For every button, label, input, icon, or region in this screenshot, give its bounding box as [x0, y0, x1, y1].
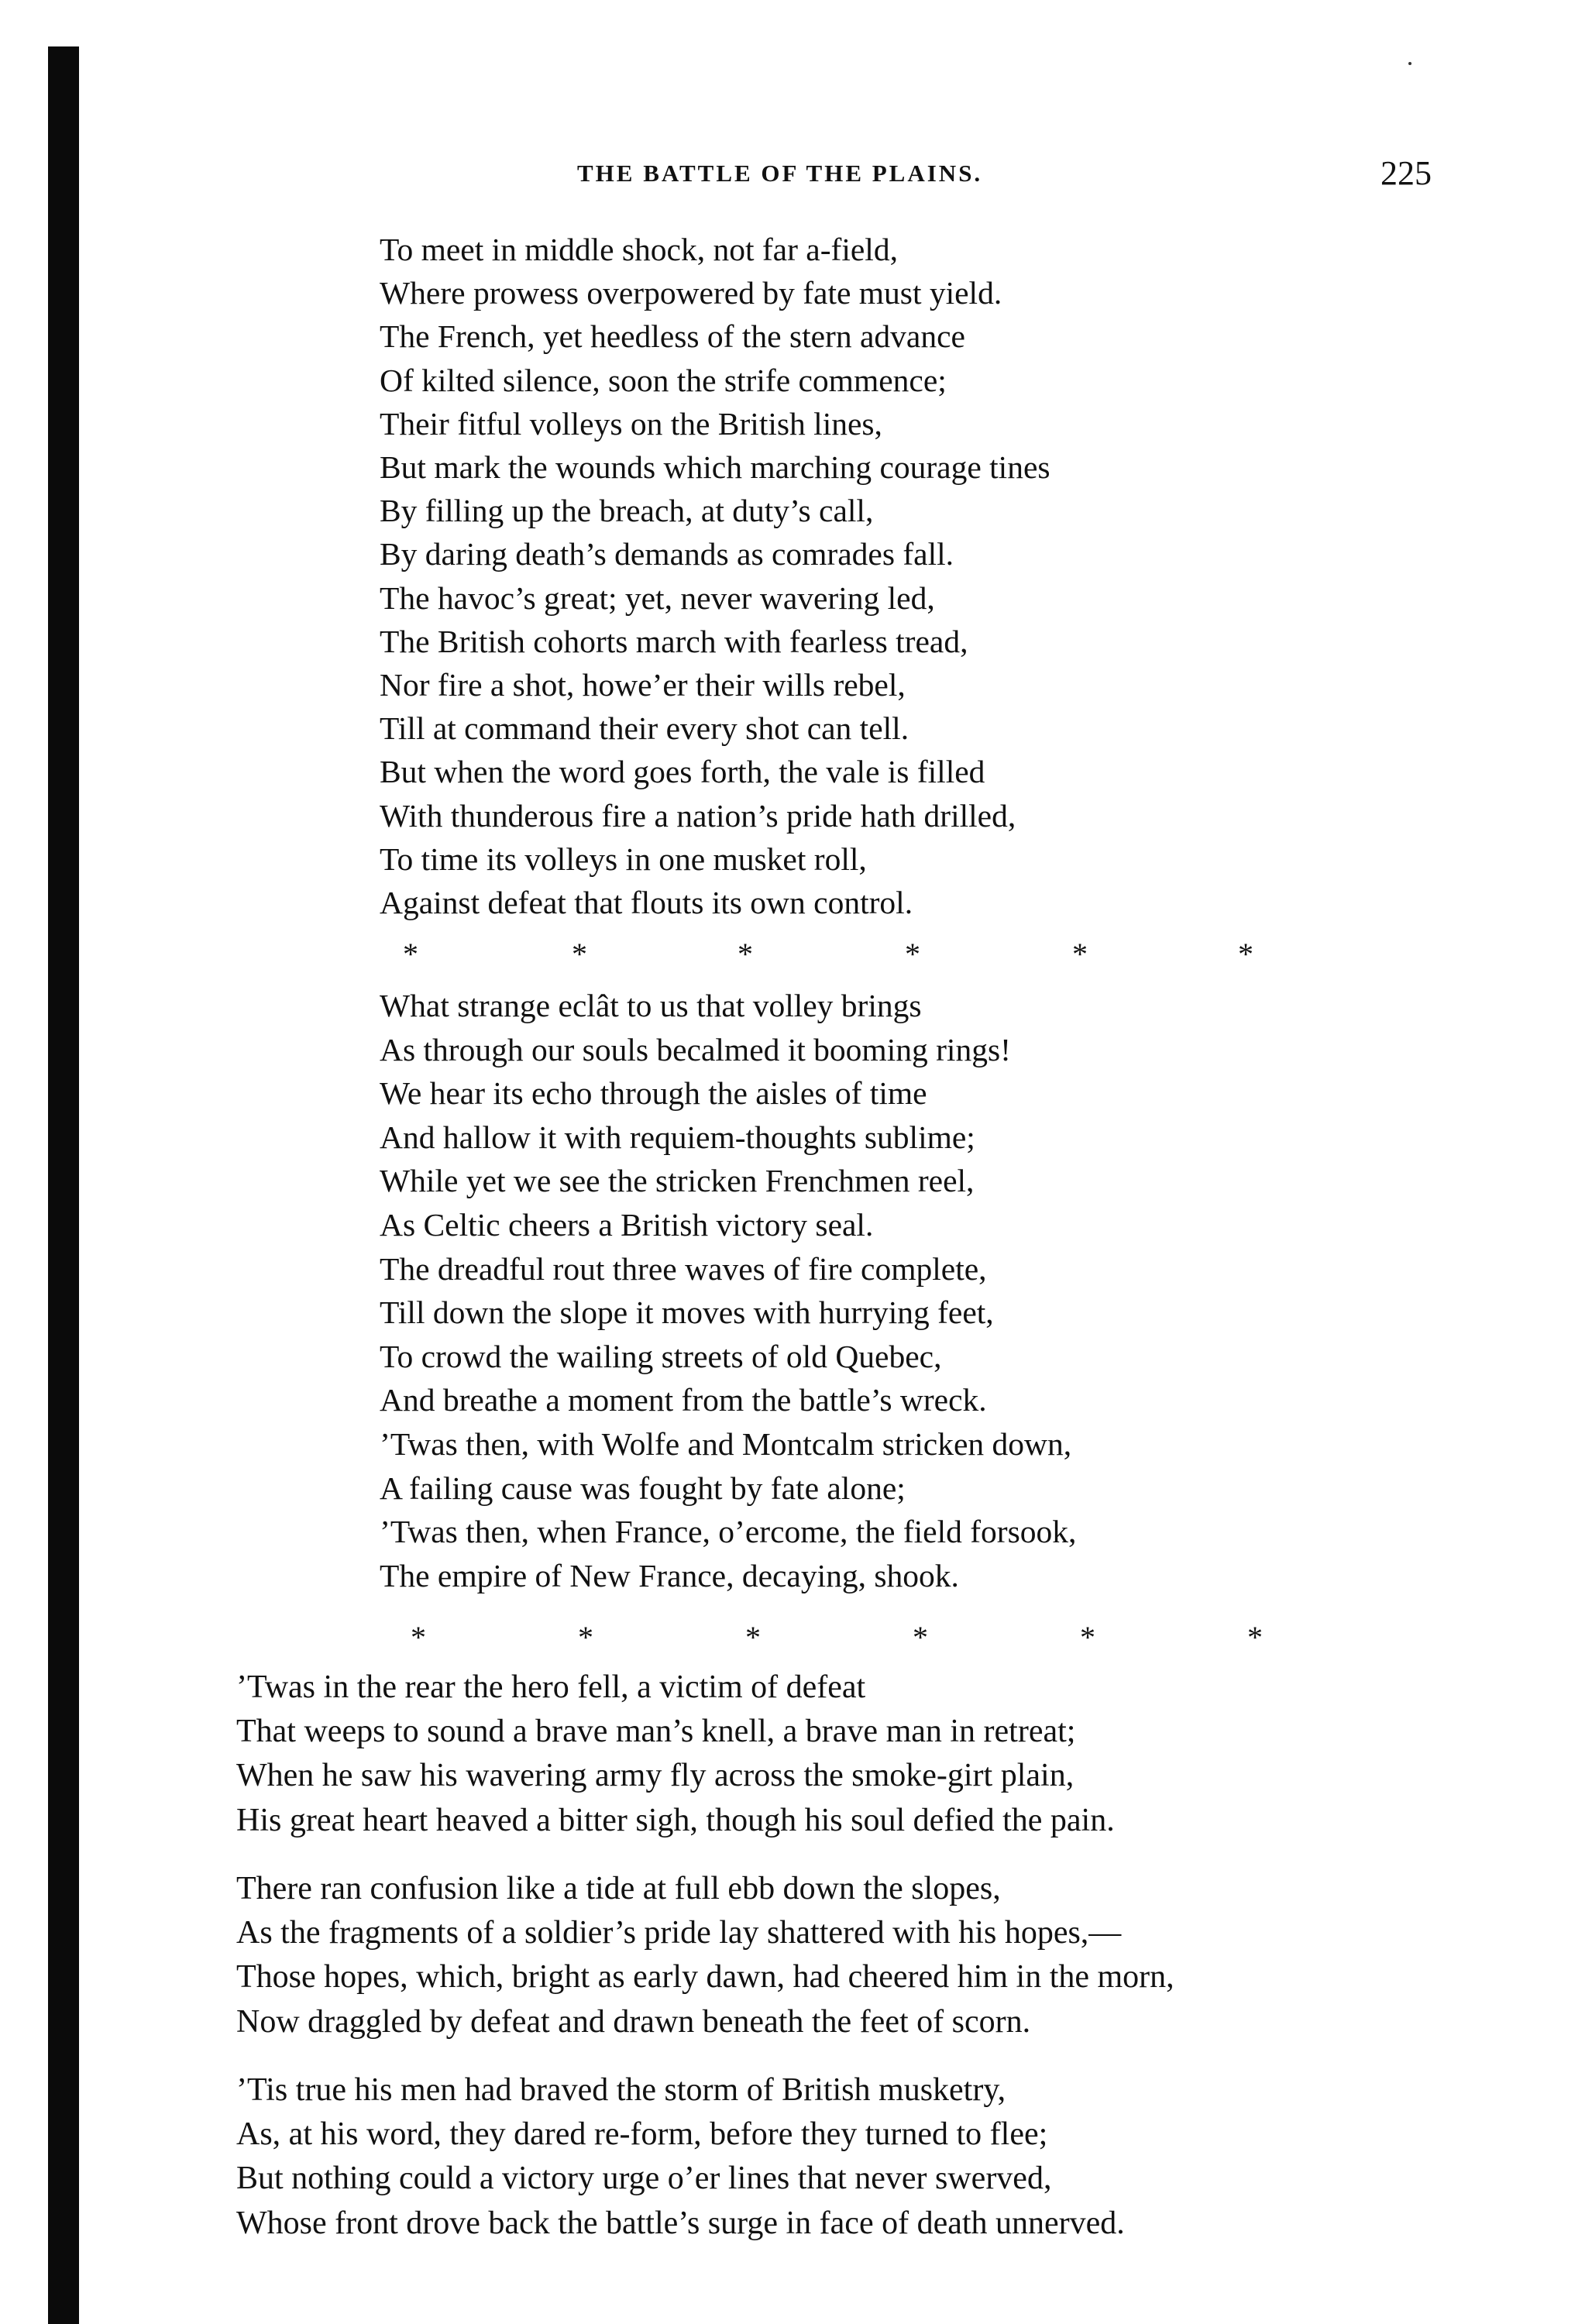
binding-edge-bar [48, 46, 79, 2324]
verse-line: As the fragments of a soldier’s pride lay shattered with his hopes,— [236, 1915, 1122, 1951]
running-head: THE BATTLE OF THE PLAINS. [577, 160, 983, 187]
stanza-1 [380, 228, 1050, 924]
verse-line: That weeps to sound a brave man’s knell, a brave man in retreat; [236, 1714, 1076, 1750]
verse-line: While yet we see the stricken Frenchmen reel, [380, 1163, 975, 1199]
verse-line: The French, yet heedless of the stern advance [380, 318, 965, 355]
stanza-2 [380, 984, 1076, 1597]
verse-line: ’Twas then, with Wolfe and Montcalm stricken down, [380, 1425, 1072, 1462]
verse-line: And hallow it with requiem-thoughts sublime; [380, 1119, 975, 1155]
verse-line: What strange eclât to us that volley brings [380, 988, 922, 1023]
verse-line: But mark the wounds which marching courage tines [380, 449, 1050, 486]
asterisk: * [1238, 937, 1253, 971]
verse-line: Against defeat that flouts its own control. [380, 885, 913, 921]
asterisk: * [1080, 1620, 1095, 1655]
verse-line: Now draggled by defeat and drawn beneath the feet of scorn. [236, 2003, 1031, 2040]
verse-line: By filling up the breach, at duty’s call, [380, 493, 874, 529]
asterisk: * [745, 1620, 761, 1655]
verse-line: Till at command their every shot can tell. [380, 710, 909, 747]
verse-line: Of kilted silence, soon the strife commence; [380, 362, 947, 398]
verse-line: To crowd the wailing streets of old Quebec, [380, 1338, 942, 1374]
asterisk: * [411, 1620, 426, 1655]
verse-line: As, at his word, they dared re-form, before they turned to flee; [236, 2116, 1048, 2153]
verse-line: There ran confusion like a tide at full ebb down the slopes, [236, 1871, 1001, 1906]
verse-line: To meet in middle shock, not far a-field, [380, 232, 898, 267]
verse-line: ’Twas then, when France, o’ercome, the field forsook, [380, 1514, 1077, 1550]
verse-line: The empire of New France, decaying, shook. [380, 1557, 959, 1593]
stanza-4 [236, 1867, 1174, 2044]
verse-line: The havoc’s great; yet, never wavering led, [380, 579, 935, 616]
stanza-3 [236, 1666, 1115, 1843]
verse-line: As through our souls becalmed it booming rings! [380, 1031, 1011, 1067]
verse-line: A failing cause was fought by fate alone; [380, 1470, 906, 1506]
verse-line: But nothing could a victory urge o’er lines that never swerved, [236, 2161, 1052, 2197]
verse-line: But when the word goes forth, the vale is filled [380, 754, 985, 790]
verse-line: His great heart heaved a bitter sigh, though his soul defied the pain. [236, 1802, 1115, 1838]
verse-line: By daring death’s demands as comrades fall. [380, 536, 954, 572]
asterisk: * [1072, 937, 1088, 971]
verse-line: And breathe a moment from the battle’s wreck. [380, 1382, 987, 1418]
page-number: 225 [1381, 154, 1432, 192]
verse-line: ’Twas in the rear the hero fell, a victim of defeat [236, 1669, 866, 1705]
verse-line: Nor fire a shot, howe’er their wills rebel, [380, 667, 906, 703]
asterisk-separator [0, 939, 1592, 970]
verse-line: Till down the slope it moves with hurrying feet, [380, 1294, 994, 1331]
verse-line: To time its volleys in one musket roll, [380, 841, 867, 877]
asterisk: * [578, 1620, 593, 1655]
asterisk: * [905, 937, 920, 971]
asterisk: * [403, 937, 418, 971]
asterisk: * [1247, 1620, 1263, 1655]
verse-line: Those hopes, which, bright as early dawn, had cheered him in the morn, [236, 1959, 1174, 1996]
scan-speck [1408, 62, 1411, 65]
verse-line: As Celtic cheers a British victory seal. [380, 1206, 874, 1243]
asterisk: * [572, 937, 587, 971]
verse-line: With thunderous fire a nation’s pride hath drilled, [380, 797, 1016, 834]
asterisk: * [913, 1620, 928, 1655]
asterisk: * [738, 937, 753, 971]
verse-line: We hear its echo through the aisles of time [380, 1075, 927, 1112]
verse-line: The British cohorts march with fearless tread, [380, 623, 968, 659]
page-header [0, 153, 1592, 200]
verse-line: The dreadful rout three waves of fire complete, [380, 1250, 987, 1287]
stanza-5 [236, 2068, 1125, 2246]
asterisk-separator [0, 1622, 1592, 1653]
verse-line: Their fitful volleys on the British lines, [380, 405, 882, 442]
verse-line: Where prowess overpowered by fate must yield. [380, 275, 1002, 311]
verse-line: Whose front drove back the battle’s surge in face of death unnerved. [236, 2205, 1125, 2241]
verse-line: ’Tis true his men had braved the storm of British musketry, [236, 2072, 1006, 2108]
verse-line: When he saw his wavering army fly across the smoke-girt plain, [236, 1758, 1075, 1794]
